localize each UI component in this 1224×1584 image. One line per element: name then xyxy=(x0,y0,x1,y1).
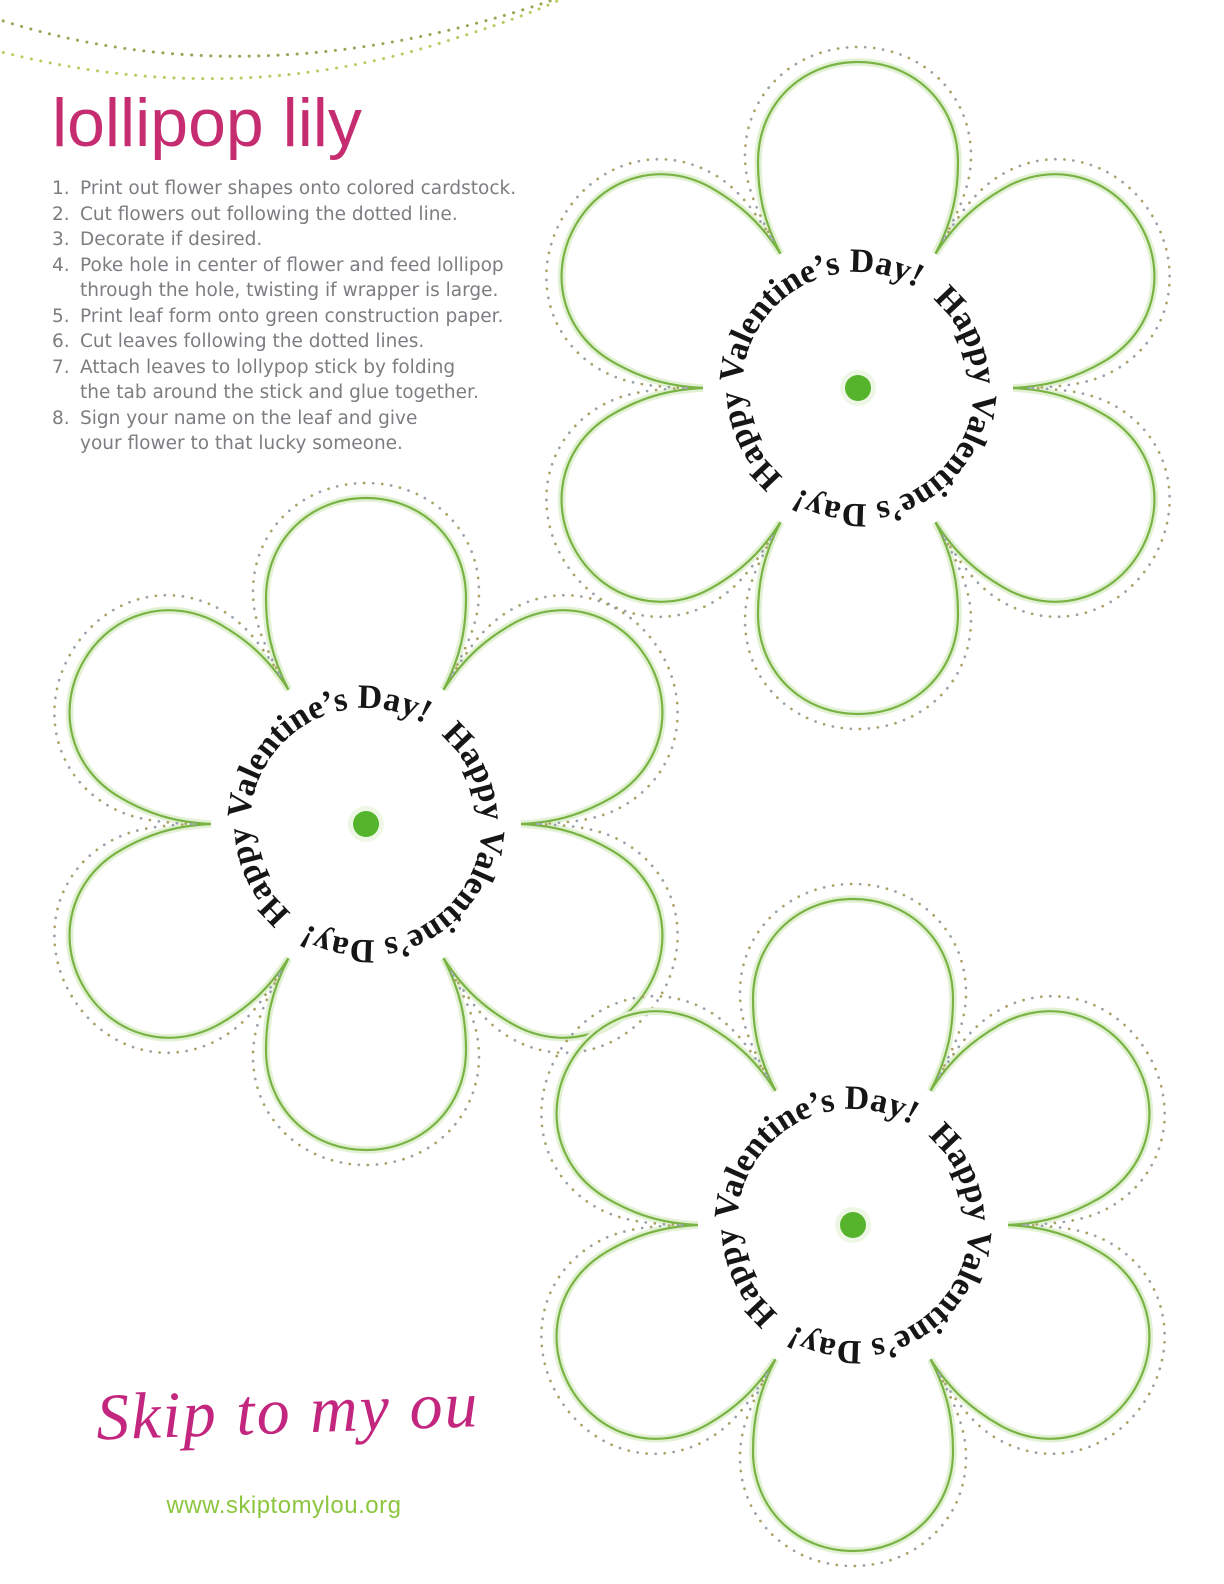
lollipop-hole-dot xyxy=(353,811,379,837)
instruction-text: Sign your name on the leaf and give xyxy=(80,407,418,429)
instructions-list xyxy=(52,176,516,457)
instruction-text: Print leaf form onto green construction paper. xyxy=(80,305,504,327)
instruction-text: your flower to that lucky someone. xyxy=(80,433,403,454)
instruction-number: 3. xyxy=(52,229,70,250)
instruction-line xyxy=(52,380,516,406)
instruction-line xyxy=(52,176,516,202)
instruction-number: 7. xyxy=(52,356,70,378)
greeting-ring-text: Happy Valentine’s Day! xyxy=(781,1115,999,1371)
instruction-line xyxy=(52,329,516,355)
flower-template-3 xyxy=(501,884,1205,1566)
instruction-number: 2. xyxy=(52,203,70,225)
instruction-line xyxy=(52,406,516,432)
greeting-ring-text: Happy Valentine’s Day! xyxy=(707,1079,925,1335)
instruction-text: through the hole, twisting if wrapper is large. xyxy=(80,280,499,301)
instruction-text: Attach leaves to lollypop stick by folding xyxy=(80,356,456,378)
instruction-text: Poke hole in center of flower and feed lollipop xyxy=(80,254,504,276)
instruction-number: 6. xyxy=(52,331,70,352)
instruction-number xyxy=(52,278,80,304)
instruction-text: Cut leaves following the dotted lines. xyxy=(80,331,425,352)
greeting-ring-text: Happy Valentine’s Day! xyxy=(786,278,1004,534)
instruction-text: the tab around the stick and glue together. xyxy=(80,382,479,403)
instruction-number xyxy=(52,380,80,406)
dotted-swirl-icon xyxy=(0,0,575,79)
instruction-number: 1. xyxy=(52,178,70,199)
instruction-number: 5. xyxy=(52,305,70,327)
instruction-line xyxy=(52,304,516,330)
instruction-line xyxy=(52,278,516,304)
greeting-ring-text: Happy Valentine’s Day! xyxy=(220,678,438,934)
instruction-line xyxy=(52,355,516,381)
website-url: www.skiptomylou.org xyxy=(166,1492,402,1519)
instruction-number xyxy=(52,431,80,457)
instruction-number: 8. xyxy=(52,407,70,429)
greeting-ring-text: Happy Valentine’s Day! xyxy=(294,714,512,970)
skip-to-my-lou-logo: Skip to my ou xyxy=(94,1368,481,1455)
instruction-number: 4. xyxy=(52,254,70,276)
greeting-ring-text: Happy Valentine’s Day! xyxy=(712,242,930,498)
instruction-line xyxy=(52,253,516,279)
lollipop-hole-dot xyxy=(840,1212,866,1238)
instruction-line xyxy=(52,227,516,253)
instruction-text: Print out flower shapes onto colored cardstock. xyxy=(80,178,517,199)
instruction-line xyxy=(52,202,516,228)
lollipop-hole-dot xyxy=(845,375,871,401)
top-decorative-swirls xyxy=(0,0,575,79)
instruction-line xyxy=(52,431,516,457)
instruction-text: Decorate if desired. xyxy=(80,229,263,250)
page-title: lollipop lily xyxy=(52,85,362,161)
instruction-text: Cut flowers out following the dotted line. xyxy=(80,203,458,225)
